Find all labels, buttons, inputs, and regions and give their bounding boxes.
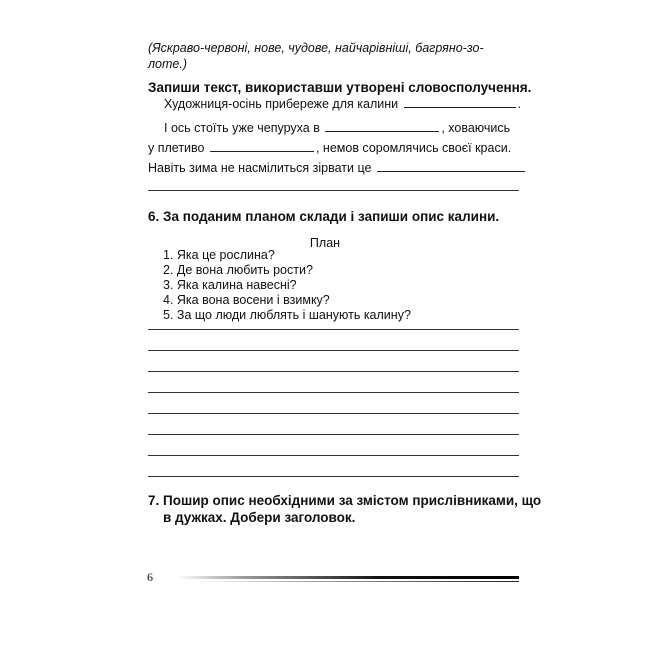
sentence-4	[148, 160, 527, 176]
task-6-heading: 6. За поданим планом склади і запиши опис калини.	[148, 209, 500, 224]
sentence-1-text: Художниця-осінь прибереже для калини	[164, 97, 399, 111]
sentence-1	[164, 96, 521, 112]
plan-item: 2. Де вона любить рости?	[163, 263, 313, 277]
task-7-heading-line-2: в дужках. Добери заголовок.	[163, 510, 356, 525]
footer-rule	[176, 576, 519, 579]
writing-line[interactable]	[148, 434, 519, 435]
writing-line[interactable]	[148, 350, 519, 351]
sentence-3	[148, 140, 511, 156]
plan-item: 4. Яка вона восени і взимку?	[163, 293, 330, 307]
intro-line-2: лоте.)	[148, 57, 188, 71]
task-7-heading-line-1: 7. Пошир опис необхідними за змістом прислівниками, що	[148, 493, 542, 508]
plan-item: 3. Яка калина навесні?	[163, 278, 297, 292]
plan-title: План	[309, 236, 341, 250]
intro-line-1: (Яскраво-червоні, нове, чудове, найчарівніші, багряно-зо-	[148, 41, 484, 55]
writing-line[interactable]	[148, 476, 519, 477]
blank-field[interactable]	[404, 96, 516, 108]
plan-item: 1. Яка це рослина?	[163, 248, 275, 262]
sentence-4-text: Навіть зима не насмілиться зірвати це	[148, 161, 372, 175]
plan-item: 5. За що люди люблять і шанують калину?	[163, 308, 411, 322]
sentence-2-tail: , ховаючись	[441, 121, 511, 135]
writing-line[interactable]	[148, 413, 519, 414]
sentence-3-tail: , немов соромлячись своєї краси.	[315, 141, 512, 155]
sentence-2-text: І ось стоїть уже чепуруха в	[164, 121, 320, 135]
blank-field[interactable]	[377, 160, 525, 172]
writing-line[interactable]	[148, 190, 519, 191]
sentence-1-end: .	[517, 97, 522, 111]
blank-field[interactable]	[210, 140, 314, 152]
sentence-2	[164, 120, 510, 136]
page-number: 6	[147, 570, 153, 584]
writing-line[interactable]	[148, 392, 519, 393]
sentence-3-text: у плетиво	[148, 141, 205, 155]
blank-field[interactable]	[325, 120, 439, 132]
footer-rule-thin	[200, 581, 519, 582]
writing-line[interactable]	[148, 329, 519, 330]
writing-line[interactable]	[148, 455, 519, 456]
writing-line[interactable]	[148, 371, 519, 372]
task-write-heading: Запиши текст, використавши утворені словосполучення.	[148, 80, 532, 95]
